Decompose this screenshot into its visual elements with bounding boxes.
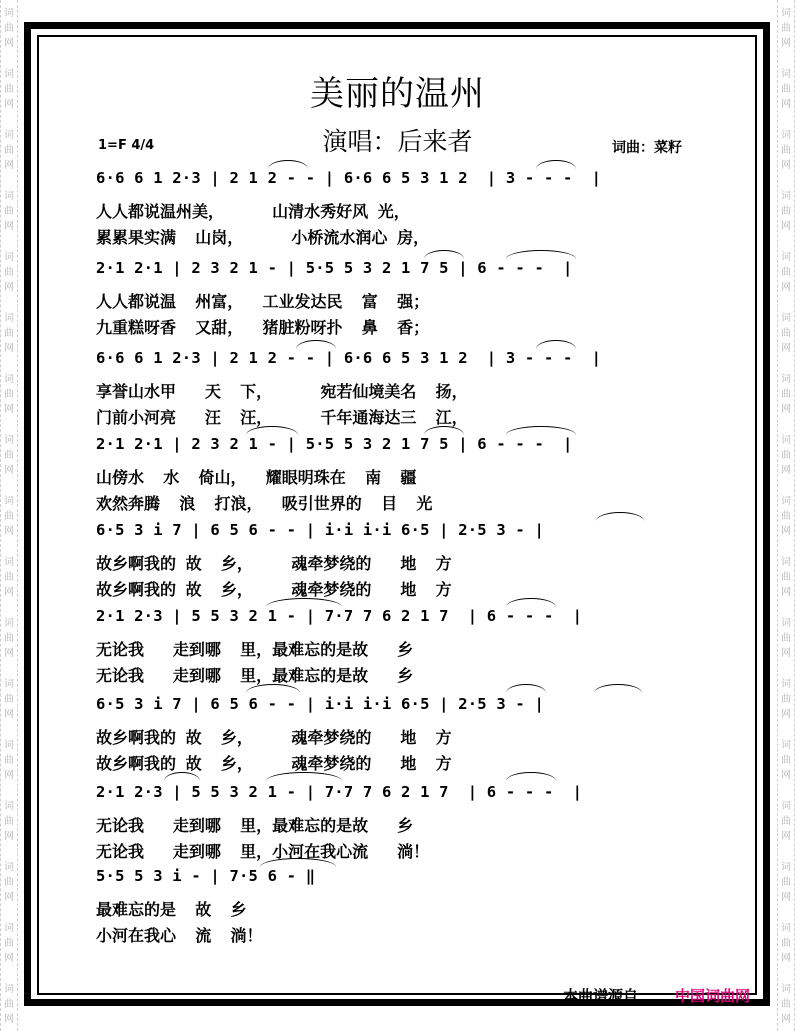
watermark-glyph: 词 [4,435,14,446]
watermark-glyph: 网 [781,99,791,110]
watermark-glyph: 曲 [4,633,14,644]
watermark-glyph: 网 [4,648,14,659]
watermark-glyph: 网 [4,343,14,354]
watermark-glyph: 词 [781,496,791,507]
watermark-glyph: 词 [781,130,791,141]
watermark-glyph: 词 [4,374,14,385]
notation-line: 2·1 2·1 | 2 3 2 1 - | 5·5 5 3 2 1 7 5 | 6 - - - | [96,259,573,277]
lyric-verse-1: 无论我 走到哪 里，最难忘的是故 乡 [96,816,414,835]
watermark-glyph: 网 [4,99,14,110]
watermark-glyph: 词 [781,252,791,263]
watermark-glyph: 曲 [4,84,14,95]
watermark-glyph: 词 [4,496,14,507]
song-title: 美丽的温州 [310,74,485,114]
watermark-glyph: 网 [781,465,791,476]
watermark-glyph: 词 [781,374,791,385]
watermark-glyph: 网 [4,160,14,171]
watermark-glyph: 词 [4,130,14,141]
watermark-glyph: 词 [781,69,791,80]
watermark-glyph: 网 [4,38,14,49]
watermark-glyph: 词 [4,191,14,202]
watermark-glyph: 曲 [781,450,791,461]
lyric-verse-1: 享誉山水甲 天 下， 宛若仙境美名 扬， [96,382,468,401]
notation-line: 2·1 2·3 | 5 5 3 2 1 - | 7·7 7 6 2 1 7 | 6 - - - | [96,783,583,801]
watermark-glyph: 词 [4,801,14,812]
watermark-glyph: 曲 [781,328,791,339]
watermark-glyph: 曲 [781,511,791,522]
watermark-glyph: 曲 [4,145,14,156]
watermark-glyph: 词 [4,69,14,80]
watermark-glyph: 曲 [4,389,14,400]
watermark-glyph: 网 [4,1014,14,1025]
watermark-glyph: 词 [4,740,14,751]
watermark-glyph: 曲 [4,877,14,888]
watermark-glyph: 曲 [781,389,791,400]
watermark-glyph: 曲 [781,694,791,705]
watermark-glyph: 网 [781,38,791,49]
watermark-glyph: 词 [781,923,791,934]
notation-line: 2·1 2·3 | 5 5 3 2 1 - | 7·7 7 6 2 1 7 | 6 - - - | [96,607,583,625]
source-label: 本曲谱源自 [563,987,639,1005]
watermark-glyph: 曲 [4,816,14,827]
watermark-glyph: 网 [4,404,14,415]
notation-line: 6·6 6 1 2·3 | 2 1 2 - - | 6·6 6 5 3 1 2 | 3 - - - | [96,349,602,367]
key-meter: 1=F 4/4 [98,138,155,153]
watermark-glyph: 网 [781,282,791,293]
notation-line: 6·6 6 1 2·3 | 2 1 2 - - | 6·6 6 5 3 1 2 | 3 - - - | [96,169,602,187]
watermark-glyph: 网 [781,160,791,171]
watermark-glyph: 网 [4,465,14,476]
watermark-glyph: 网 [4,526,14,537]
watermark-glyph: 网 [4,587,14,598]
watermark-glyph: 曲 [4,450,14,461]
watermark-glyph: 曲 [781,938,791,949]
watermark-glyph: 词 [781,313,791,324]
watermark-glyph: 词 [781,679,791,690]
watermark-glyph: 曲 [781,267,791,278]
watermark-glyph: 词 [781,801,791,812]
watermark-glyph: 曲 [781,816,791,827]
watermark-glyph: 词 [781,8,791,19]
watermark-glyph: 曲 [781,84,791,95]
watermark-glyph: 词 [4,923,14,934]
watermark-glyph: 曲 [781,633,791,644]
watermark-glyph: 曲 [4,511,14,522]
watermark-glyph: 网 [4,953,14,964]
watermark-glyph: 词 [781,740,791,751]
lyric-verse-1: 人人都说温州美， 山清水秀好风 光， [96,202,410,221]
watermark-glyph: 网 [781,526,791,537]
watermark-glyph: 网 [4,831,14,842]
watermark-glyph: 曲 [4,23,14,34]
lyric-verse-2: 故乡啊我的 故 乡， 魂牵梦绕的 地 方 [96,580,452,599]
lyric-verse-1: 故乡啊我的 故 乡， 魂牵梦绕的 地 方 [96,554,452,573]
notation-line: 6·5 3 i 7 | 6 5 6 - - | i·i i·i 6·5 | 2·5 3 - | [96,695,544,713]
watermark-glyph: 词 [781,618,791,629]
lyric-verse-1: 山傍水 水 倚山， 耀眼明珠在 南 疆 [96,468,417,487]
singer-line: 演唱：后来者 [322,127,473,156]
watermark-glyph: 词 [781,984,791,995]
watermark-glyph: 网 [4,282,14,293]
watermark-glyph: 网 [4,221,14,232]
notation-line: 5·5 5 3 i - | 7·5 6 - ‖ [96,867,316,885]
watermark-glyph: 词 [4,557,14,568]
watermark-glyph: 曲 [781,206,791,217]
watermark-glyph: 曲 [781,23,791,34]
watermark-glyph: 曲 [781,999,791,1010]
watermark-glyph: 网 [4,770,14,781]
watermark-glyph: 词 [781,557,791,568]
watermark-glyph: 网 [781,648,791,659]
watermark-glyph: 曲 [781,755,791,766]
lyric-verse-2: 小河在我心 流 淌！ [96,926,263,945]
watermark-glyph: 词 [4,862,14,873]
watermark-glyph: 曲 [781,877,791,888]
watermark-glyph: 曲 [4,206,14,217]
credit-line: 词曲：菜籽 [612,140,682,156]
lyric-verse-2: 九重糕呀香 又甜， 猪脏粉呀扑 鼻 香； [96,318,430,337]
watermark-glyph: 曲 [781,145,791,156]
watermark-glyph: 词 [781,862,791,873]
notation-line: 2·1 2·1 | 2 3 2 1 - | 5·5 5 3 2 1 7 5 | 6 - - - | [96,435,573,453]
lyric-verse-1: 最难忘的是 故 乡 [96,900,247,919]
lyric-verse-2: 无论我 走到哪 里，小河在我心流 淌！ [96,842,430,861]
watermark-glyph: 网 [781,587,791,598]
watermark-glyph: 网 [781,709,791,720]
watermark-glyph: 曲 [4,328,14,339]
lyric-verse-1: 人人都说温 州富， 工业发达民 富 强； [96,292,430,311]
lyric-verse-2: 欢然奔腾 浪 打浪， 吸引世界的 目 光 [96,494,433,513]
watermark-glyph: 曲 [4,267,14,278]
watermark-glyph: 词 [4,313,14,324]
watermark-glyph: 词 [4,252,14,263]
lyric-verse-1: 故乡啊我的 故 乡， 魂牵梦绕的 地 方 [96,728,452,747]
watermark-glyph: 曲 [4,755,14,766]
watermark-glyph: 曲 [4,999,14,1010]
watermark-glyph: 网 [781,831,791,842]
watermark-glyph: 词 [781,191,791,202]
lyric-verse-2: 门前小河亮 汪 汪， 千年通海达三 江， [96,408,468,427]
watermark-glyph: 词 [4,618,14,629]
watermark-glyph: 网 [781,770,791,781]
watermark-glyph: 曲 [4,572,14,583]
lyric-verse-2: 无论我 走到哪 里，最难忘的是故 乡 [96,666,414,685]
lyric-verse-2: 故乡啊我的 故 乡， 魂牵梦绕的 地 方 [96,754,452,773]
notation-line: 6·5 3 i 7 | 6 5 6 - - | i·i i·i 6·5 | 2·5 3 - | [96,521,544,539]
source-site-name: 中国词曲网 [675,987,751,1005]
watermark-glyph: 词 [4,679,14,690]
watermark-glyph: 网 [781,343,791,354]
watermark-glyph: 曲 [4,694,14,705]
watermark-glyph: 曲 [781,572,791,583]
watermark-glyph: 网 [781,404,791,415]
watermark-glyph: 曲 [4,938,14,949]
watermark-glyph: 词 [4,8,14,19]
watermark-glyph: 网 [4,709,14,720]
watermark-glyph: 网 [781,221,791,232]
lyric-verse-2: 累累果实满 山岗， 小桥流水润心 房， [96,228,430,247]
watermark-glyph: 词 [4,984,14,995]
watermark-glyph: 网 [4,892,14,903]
watermark-glyph: 网 [781,953,791,964]
watermark-glyph: 网 [781,892,791,903]
watermark-glyph: 网 [781,1014,791,1025]
lyric-verse-1: 无论我 走到哪 里，最难忘的是故 乡 [96,640,414,659]
watermark-glyph: 词 [781,435,791,446]
